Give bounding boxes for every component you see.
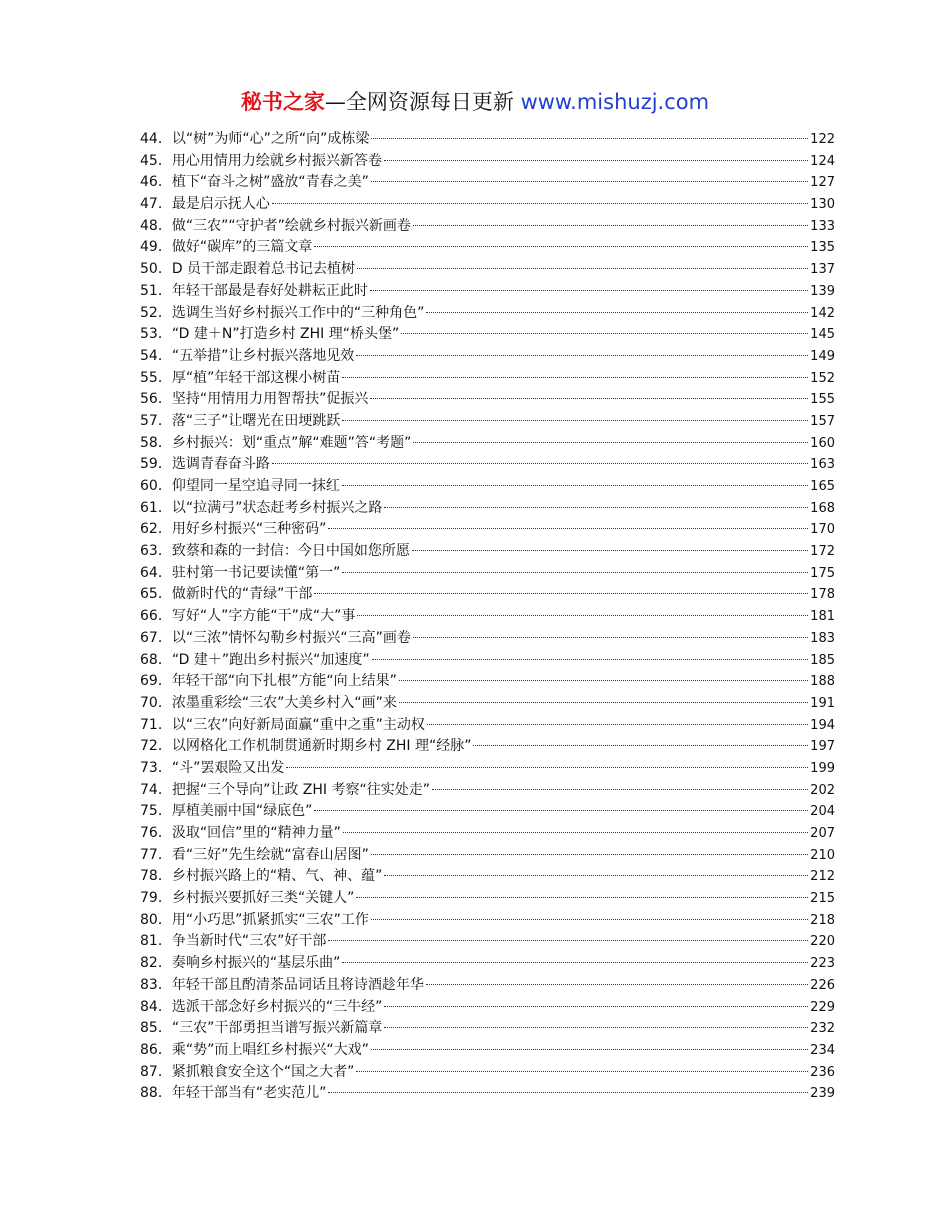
toc-entry-title: 驻村第一书记要读懂“第一” bbox=[171, 564, 341, 581]
toc-entry-number: 86． bbox=[140, 1041, 172, 1058]
toc-entry-number: 88． bbox=[140, 1085, 172, 1102]
toc-entry-title: “五举措”让乡村振兴落地见效 bbox=[171, 347, 355, 364]
toc-dot-leader bbox=[426, 984, 808, 985]
toc-dot-leader bbox=[328, 528, 808, 529]
toc-entry-page-number: 232 bbox=[810, 1021, 835, 1037]
toc-entry-page-number: 142 bbox=[810, 305, 835, 321]
toc-entry-number: 65． bbox=[140, 586, 172, 603]
toc-entry[interactable] bbox=[140, 931, 835, 953]
toc-entry-number: 63． bbox=[140, 543, 172, 560]
toc-entry-page-number: 185 bbox=[810, 652, 835, 668]
toc-entry-title: 厚“植”年轻干部这棵小树苗 bbox=[171, 369, 341, 386]
toc-entry[interactable] bbox=[140, 541, 835, 563]
toc-entry-number: 46． bbox=[140, 174, 172, 191]
toc-entry-page-number: 130 bbox=[810, 197, 835, 213]
toc-entry-number: 69． bbox=[140, 673, 172, 690]
toc-entry-title: 做新时代的“青绿”干部 bbox=[171, 586, 313, 603]
toc-entry[interactable] bbox=[140, 845, 835, 867]
toc-entry-number: 50． bbox=[140, 261, 172, 278]
toc-dot-leader bbox=[399, 680, 808, 681]
header-tagline: —全网资源每日更新 bbox=[324, 90, 521, 114]
toc-entry-page-number: 145 bbox=[810, 327, 835, 343]
toc-entry-title: 浓墨重彩绘“三农”大美乡村入“画”来 bbox=[171, 694, 397, 711]
toc-entry[interactable] bbox=[140, 498, 835, 520]
toc-entry[interactable] bbox=[140, 953, 835, 975]
toc-entry-title: 植下“奋斗之树”盛放“青春之美” bbox=[171, 174, 369, 191]
toc-entry[interactable] bbox=[140, 476, 835, 498]
toc-entry[interactable] bbox=[140, 389, 835, 411]
toc-dot-leader bbox=[399, 702, 808, 703]
toc-entry-number: 59． bbox=[140, 456, 172, 473]
toc-entry-page-number: 122 bbox=[810, 132, 835, 147]
toc-dot-leader bbox=[401, 333, 808, 334]
toc-entry[interactable] bbox=[140, 606, 835, 628]
toc-entry[interactable] bbox=[140, 910, 835, 932]
toc-dot-leader bbox=[370, 398, 808, 399]
toc-entry-page-number: 137 bbox=[810, 262, 835, 278]
toc-entry-title: 最是启示抚人心 bbox=[171, 196, 270, 213]
toc-entry-number: 79． bbox=[140, 890, 172, 907]
toc-entry-page-number: 181 bbox=[810, 609, 835, 625]
toc-entry-title: 做“三农”“守护者”绘就乡村振兴新画卷 bbox=[171, 217, 411, 234]
toc-entry-title: 用“小巧思”抓紧抓实“三农”工作 bbox=[171, 911, 369, 928]
toc-entry[interactable] bbox=[140, 780, 835, 802]
toc-entry[interactable] bbox=[140, 1083, 835, 1105]
toc-entry-page-number: 194 bbox=[810, 717, 835, 733]
toc-entry-title: 落“三子”让曙光在田埂跳跃 bbox=[171, 412, 341, 429]
toc-entry[interactable] bbox=[140, 454, 835, 476]
toc-entry[interactable] bbox=[140, 411, 835, 433]
toc-dot-leader bbox=[371, 854, 808, 855]
toc-dot-leader bbox=[426, 312, 808, 313]
toc-dot-leader bbox=[356, 897, 808, 898]
toc-entry[interactable] bbox=[140, 975, 835, 997]
toc-entry-title: 汲取“回信”里的“精神力量” bbox=[171, 825, 341, 841]
toc-entry[interactable] bbox=[140, 650, 835, 672]
toc-entry-page-number: 202 bbox=[810, 782, 835, 798]
toc-entry-page-number: 212 bbox=[810, 869, 835, 885]
toc-dot-leader bbox=[272, 203, 808, 204]
toc-entry-number: 82． bbox=[140, 955, 172, 972]
toc-entry-title: 把握“三个导向”让政 ZHI 考察“往实处走” bbox=[171, 781, 430, 798]
toc-entry[interactable] bbox=[140, 151, 835, 173]
toc-entry-page-number: 149 bbox=[810, 348, 835, 364]
toc-entry[interactable] bbox=[140, 259, 835, 281]
toc-entry-number: 67． bbox=[140, 629, 172, 646]
toc-entry-title: 乡村振兴：划“重点”解“难题”答“考题” bbox=[171, 434, 412, 451]
toc-entry[interactable] bbox=[140, 801, 835, 823]
toc-dot-leader bbox=[342, 485, 808, 486]
toc-dot-leader bbox=[372, 659, 809, 660]
toc-entry-number: 51． bbox=[140, 282, 172, 299]
toc-dot-leader bbox=[371, 919, 808, 920]
toc-entry-title: “D 建＋N”打造乡村 ZHI 理“桥头堡” bbox=[171, 326, 400, 343]
toc-entry-number: 75． bbox=[140, 803, 172, 820]
toc-entry-page-number: 226 bbox=[810, 977, 835, 993]
toc-dot-leader bbox=[314, 246, 808, 247]
toc-entry-page-number: 152 bbox=[810, 370, 835, 386]
toc-entry-number: 54． bbox=[140, 347, 172, 364]
toc-entry-title: “斗”罢艰险又出发 bbox=[171, 759, 285, 776]
toc-entry[interactable] bbox=[140, 194, 835, 216]
toc-entry-number: 62． bbox=[140, 521, 172, 538]
toc-entry[interactable] bbox=[140, 997, 835, 1019]
toc-entry[interactable] bbox=[140, 1062, 835, 1084]
toc-entry-page-number: 183 bbox=[810, 630, 835, 646]
toc-dot-leader bbox=[272, 463, 808, 464]
toc-entry-page-number: 124 bbox=[810, 153, 835, 169]
toc-dot-leader bbox=[384, 1027, 808, 1028]
toc-entry-page-number: 199 bbox=[810, 760, 835, 776]
toc-entry-page-number: 175 bbox=[810, 565, 835, 581]
toc-entry-title: 以“树”为师“心”之所“向”成栋梁 bbox=[171, 131, 370, 147]
toc-entry[interactable] bbox=[140, 823, 835, 845]
toc-entry-page-number: 210 bbox=[810, 847, 835, 863]
toc-entry-number: 85． bbox=[140, 1020, 172, 1037]
toc-dot-leader bbox=[384, 1006, 808, 1007]
toc-entry-title: 看“三好”先生绘就“富春山居图” bbox=[171, 846, 369, 863]
toc-entry-title: 选调青春奋斗路 bbox=[171, 456, 270, 473]
toc-entry[interactable] bbox=[140, 866, 835, 888]
toc-entry-page-number: 234 bbox=[810, 1042, 835, 1058]
table-of-contents bbox=[140, 129, 835, 1105]
toc-entry[interactable] bbox=[140, 758, 835, 780]
toc-entry-number: 47． bbox=[140, 196, 172, 213]
toc-entry[interactable] bbox=[140, 281, 835, 303]
page-header bbox=[0, 88, 950, 116]
toc-entry-title: 用好乡村振兴“三种密码” bbox=[171, 521, 327, 538]
toc-entry-number: 81． bbox=[140, 933, 172, 950]
toc-dot-leader bbox=[328, 940, 808, 941]
toc-entry-number: 74． bbox=[140, 781, 172, 798]
toc-entry-number: 56． bbox=[140, 391, 172, 408]
toc-entry-page-number: 168 bbox=[810, 500, 835, 516]
toc-dot-leader bbox=[432, 789, 808, 790]
toc-entry[interactable] bbox=[140, 628, 835, 650]
toc-entry-page-number: 157 bbox=[810, 413, 835, 429]
toc-dot-leader bbox=[370, 290, 808, 291]
toc-entry[interactable] bbox=[140, 346, 835, 368]
toc-entry-number: 55． bbox=[140, 369, 172, 386]
toc-entry-title: 年轻干部最是春好处耕耘正此时 bbox=[171, 282, 368, 299]
toc-entry-title: 仰望同一星空追寻同一抹红 bbox=[171, 478, 340, 494]
toc-entry[interactable] bbox=[140, 368, 835, 390]
toc-entry-page-number: 133 bbox=[810, 218, 835, 234]
toc-entry[interactable] bbox=[140, 888, 835, 910]
brand-name: 秘书之家 bbox=[240, 90, 325, 114]
site-url-link[interactable]: www.mishuzj.com bbox=[520, 90, 710, 114]
toc-dot-leader bbox=[357, 268, 808, 269]
toc-entry-page-number: 165 bbox=[810, 479, 835, 494]
toc-entry-title: 致蔡和森的一封信：今日中国如您所愿 bbox=[171, 543, 410, 560]
toc-entry-number: 71． bbox=[140, 716, 172, 733]
toc-entry-title: 乡村振兴路上的“精、气、神、蕴” bbox=[171, 868, 383, 885]
toc-dot-leader bbox=[371, 138, 808, 139]
toc-entry-title: 以“三浓”情怀勾勒乡村振兴“三高”画卷 bbox=[171, 629, 411, 646]
toc-entry-number: 77． bbox=[140, 846, 172, 863]
toc-entry[interactable] bbox=[140, 433, 835, 455]
toc-entry-title: 以网格化工作机制贯通新时期乡村 ZHI 理“经脉” bbox=[171, 738, 472, 755]
toc-dot-leader bbox=[356, 355, 808, 356]
toc-dot-leader bbox=[343, 832, 808, 833]
toc-entry[interactable] bbox=[140, 324, 835, 346]
toc-entry-page-number: 170 bbox=[810, 522, 835, 538]
toc-dot-leader bbox=[314, 810, 808, 811]
toc-entry-title: 用心用情用力绘就乡村振兴新答卷 bbox=[171, 152, 382, 169]
toc-entry-page-number: 135 bbox=[810, 240, 835, 256]
toc-entry-title: “D 建＋”跑出乡村振兴“加速度” bbox=[171, 651, 370, 668]
toc-dot-leader bbox=[412, 550, 808, 551]
toc-entry-title: 奏响乡村振兴的“基层乐曲” bbox=[171, 955, 341, 972]
toc-entry-page-number: 127 bbox=[810, 175, 835, 191]
toc-dot-leader bbox=[413, 637, 808, 638]
toc-entry-page-number: 155 bbox=[810, 392, 835, 408]
toc-entry-page-number: 197 bbox=[810, 739, 835, 755]
toc-entry-number: 64． bbox=[140, 564, 172, 581]
toc-entry-number: 44． bbox=[140, 131, 172, 147]
toc-entry[interactable] bbox=[140, 172, 835, 194]
toc-dot-leader bbox=[342, 962, 808, 963]
toc-entry[interactable] bbox=[140, 693, 835, 715]
toc-entry[interactable] bbox=[140, 584, 835, 606]
toc-dot-leader bbox=[328, 1092, 808, 1093]
toc-entry-number: 72． bbox=[140, 738, 172, 755]
toc-entry-page-number: 223 bbox=[810, 956, 835, 972]
toc-entry-title: 坚持“用情用力用智帮扶”促振兴 bbox=[171, 391, 369, 408]
toc-entry[interactable] bbox=[140, 563, 835, 585]
toc-entry[interactable] bbox=[140, 671, 835, 693]
toc-entry-number: 84． bbox=[140, 998, 172, 1015]
toc-entry-number: 83． bbox=[140, 976, 172, 993]
toc-entry-number: 61． bbox=[140, 499, 172, 516]
toc-entry-page-number: 229 bbox=[810, 999, 835, 1015]
toc-entry-number: 53． bbox=[140, 326, 172, 343]
toc-dot-leader bbox=[384, 507, 808, 508]
toc-entry[interactable] bbox=[140, 1040, 835, 1062]
toc-entry-page-number: 218 bbox=[810, 912, 835, 928]
toc-dot-leader bbox=[342, 377, 808, 378]
toc-dot-leader bbox=[342, 572, 808, 573]
toc-entry-number: 68． bbox=[140, 651, 172, 668]
toc-dot-leader bbox=[413, 225, 808, 226]
toc-entry[interactable] bbox=[140, 237, 835, 259]
toc-entry[interactable] bbox=[140, 519, 835, 541]
toc-entry-number: 57． bbox=[140, 412, 172, 429]
toc-entry-title: “三农”干部勇担当谱写振兴新篇章 bbox=[171, 1020, 383, 1037]
toc-entry-title: D 员干部走跟着总书记去植树 bbox=[171, 261, 356, 278]
toc-entry-number: 87． bbox=[140, 1063, 172, 1080]
toc-entry-number: 48． bbox=[140, 217, 172, 234]
toc-dot-leader bbox=[371, 181, 808, 182]
toc-entry-page-number: 163 bbox=[810, 457, 835, 473]
toc-entry-title: 选派干部念好乡村振兴的“三牛经” bbox=[171, 998, 383, 1015]
toc-entry-page-number: 178 bbox=[810, 587, 835, 603]
toc-entry[interactable] bbox=[140, 216, 835, 238]
toc-dot-leader bbox=[413, 442, 808, 443]
toc-dot-leader bbox=[286, 767, 808, 768]
toc-entry-number: 49． bbox=[140, 239, 172, 256]
toc-entry-number: 66． bbox=[140, 608, 172, 625]
toc-entry-page-number: 204 bbox=[810, 804, 835, 820]
toc-entry[interactable] bbox=[140, 736, 835, 758]
toc-entry-page-number: 207 bbox=[810, 826, 835, 841]
toc-entry-number: 78． bbox=[140, 868, 172, 885]
toc-entry-title: 选调生当好乡村振兴工作中的“三种角色” bbox=[171, 304, 425, 321]
toc-dot-leader bbox=[384, 875, 808, 876]
toc-entry-page-number: 239 bbox=[810, 1086, 835, 1102]
toc-entry-title: 争当新时代“三农”好干部 bbox=[171, 933, 327, 950]
toc-dot-leader bbox=[427, 724, 808, 725]
toc-entry-number: 70． bbox=[140, 694, 172, 711]
toc-entry-page-number: 220 bbox=[810, 934, 835, 950]
toc-entry-title: 做好“碳库”的三篇文章 bbox=[171, 239, 313, 256]
toc-entry-title: 年轻干部且酌清茶品词话且将诗酒趁年华 bbox=[171, 976, 424, 993]
toc-dot-leader bbox=[473, 745, 808, 746]
toc-entry-title: 写好“人”字方能“干”成“大”事 bbox=[171, 608, 356, 625]
toc-dot-leader bbox=[371, 1049, 808, 1050]
toc-entry-title: 以“拉满弓”状态赶考乡村振兴之路 bbox=[171, 499, 383, 516]
toc-entry-title: 年轻干部“向下扎根”方能“向上结果” bbox=[171, 673, 397, 690]
toc-entry-number: 58． bbox=[140, 434, 172, 451]
toc-entry-title: 乘“势”而上唱红乡村振兴“大戏” bbox=[171, 1041, 369, 1058]
toc-entry[interactable] bbox=[140, 1018, 835, 1040]
toc-entry-page-number: 188 bbox=[810, 674, 835, 690]
toc-entry[interactable] bbox=[140, 715, 835, 737]
toc-entry-title: 年轻干部当有“老实范儿” bbox=[171, 1085, 327, 1102]
toc-dot-leader bbox=[384, 160, 808, 161]
toc-entry-page-number: 191 bbox=[810, 695, 835, 711]
toc-dot-leader bbox=[342, 420, 808, 421]
toc-entry-title: 以“三农”向好新局面赢“重中之重”主动权 bbox=[171, 716, 425, 733]
toc-entry[interactable] bbox=[140, 303, 835, 325]
toc-entry-page-number: 139 bbox=[810, 283, 835, 299]
toc-dot-leader bbox=[356, 1071, 808, 1072]
toc-entry-number: 60． bbox=[140, 478, 172, 494]
toc-entry-number: 80． bbox=[140, 911, 172, 928]
toc-entry[interactable] bbox=[140, 129, 835, 151]
toc-entry-title: 厚植美丽中国“绿底色” bbox=[171, 803, 313, 820]
toc-entry-page-number: 215 bbox=[810, 891, 835, 907]
toc-dot-leader bbox=[357, 615, 808, 616]
toc-entry-title: 乡村振兴要抓好三类“关键人” bbox=[171, 890, 355, 907]
toc-entry-number: 76． bbox=[140, 825, 172, 841]
toc-entry-title: 紧抓粮食安全这个“国之大者” bbox=[171, 1063, 355, 1080]
toc-entry-page-number: 172 bbox=[810, 544, 835, 560]
toc-entry-number: 45． bbox=[140, 152, 172, 169]
toc-dot-leader bbox=[314, 593, 808, 594]
toc-entry-number: 73． bbox=[140, 759, 172, 776]
toc-entry-number: 52． bbox=[140, 304, 172, 321]
toc-entry-page-number: 236 bbox=[810, 1064, 835, 1080]
toc-entry-page-number: 160 bbox=[810, 435, 835, 451]
